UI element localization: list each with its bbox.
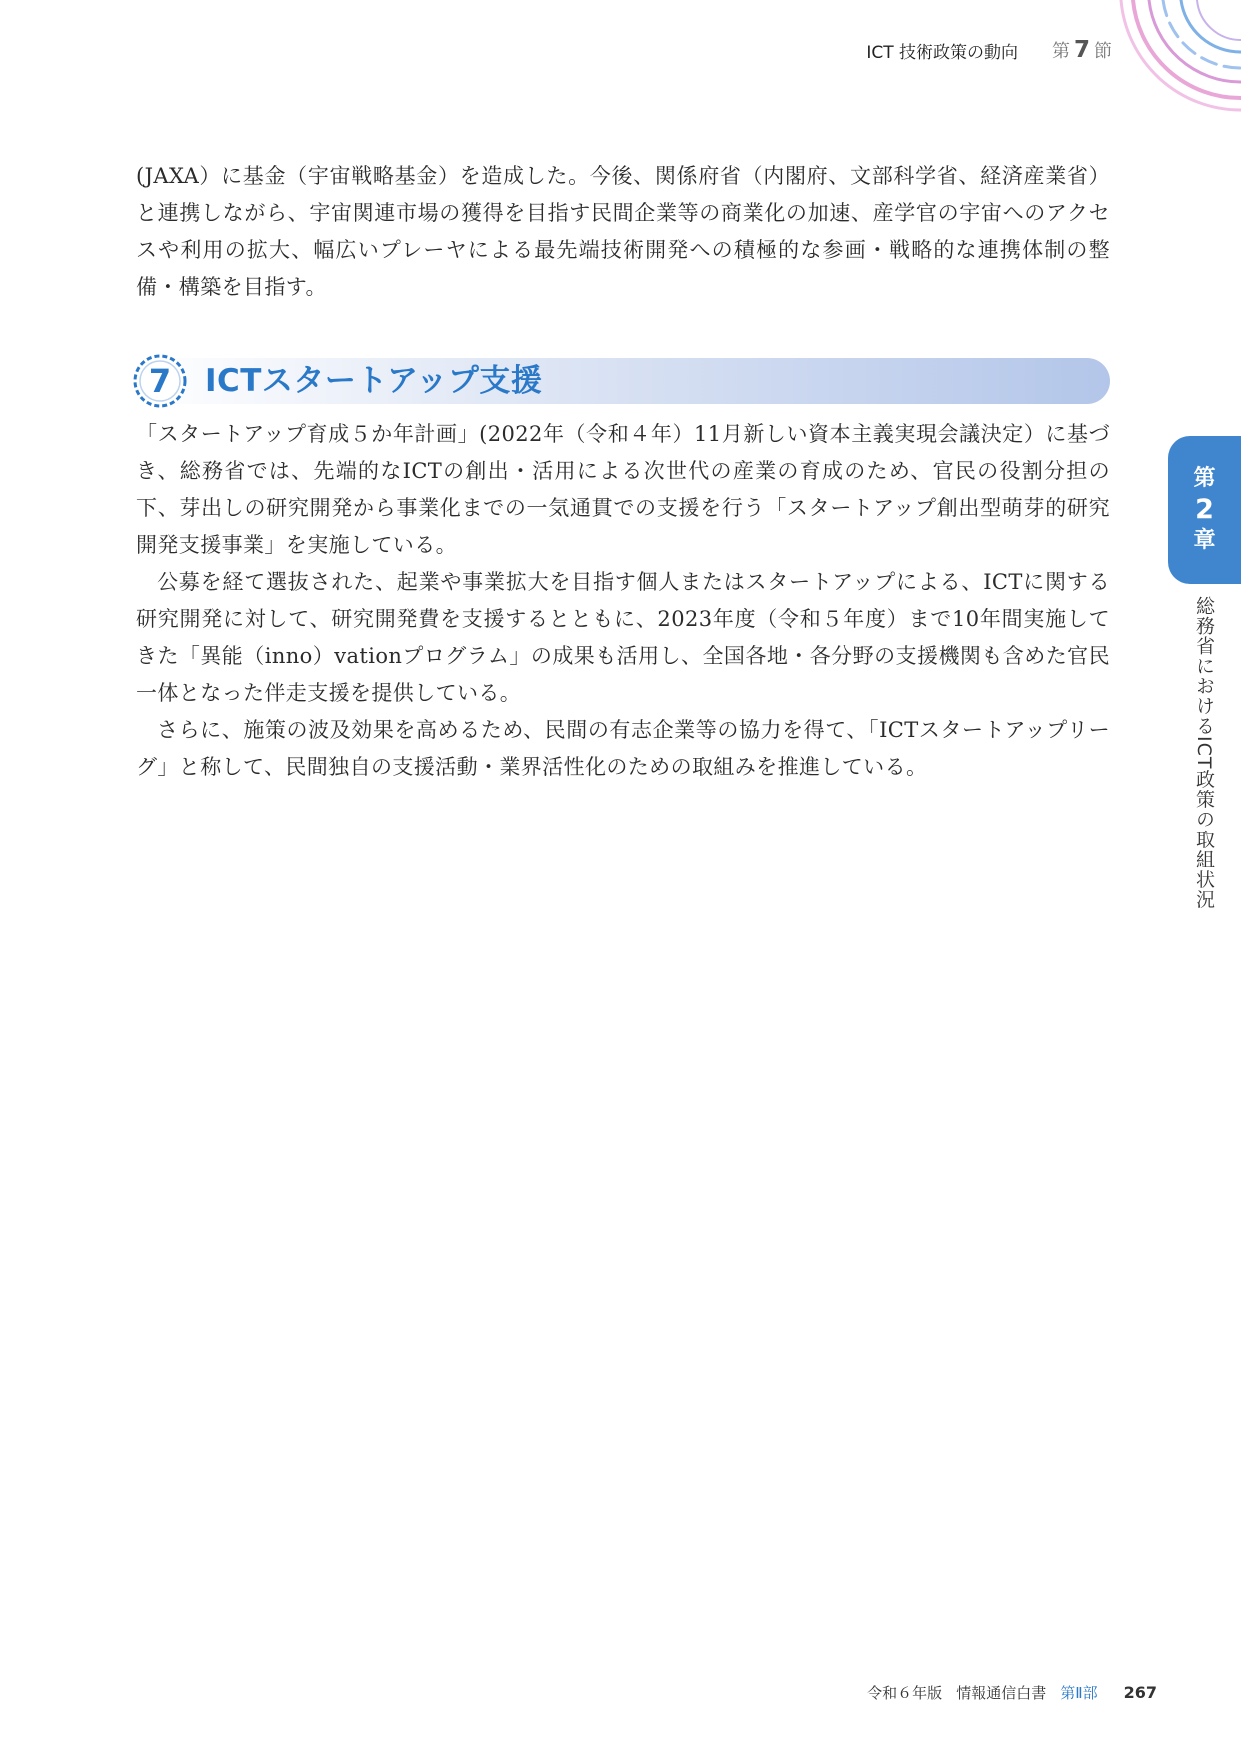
running-title: ICT 技術政策の動向 [866,42,1018,63]
chapter-number: 2 [1195,494,1214,525]
chapter-tab [1168,436,1241,584]
section-badge-number: 7 [148,362,172,400]
page-footer [867,1682,1157,1703]
body-paragraph: 公募を経て選抜された、起業や事業拡大を目指す個人またはスタートアップによる、ICTに関する研究開発に対して、研究開発費を支援するとともに、2023年度（令和５年度）まで10年間実施してきた「異能（inno）vationプログラム」の成果も活用し、全国各地・各分野の支援機関も含めた官民一体となった伴走支援を提供している。 [136,570,1110,705]
footer-part: 第Ⅱ部 [1060,1684,1098,1702]
chapter-prefix: 第 [1193,466,1216,491]
section-title: ICTスタートアップ支援 [205,363,543,399]
footer-edition: 令和６年版 [867,1684,943,1702]
chapter-suffix: 章 [1193,528,1216,553]
section-indicator [1052,37,1112,63]
section-prefix: 第 [1051,41,1070,62]
section-suffix: 節 [1094,41,1112,62]
chapter-vertical-label: 総務省におけるICT政策の取組状況 [1193,596,1215,910]
body-paragraph: 「スタートアップ育成５か年計画」(2022年（令和４年）11月新しい資本主義実現会議決定）に基づき、総務省では、先端的なICTの創出・活用による次世代の産業の育成のため、官民の役割分担の下、芽出しの研究開発から事業化までの一気通貫での支援を行う「スタートアップ創出型萌芽的研究開発支援事業」を実施している。 [136,422,1110,557]
footer-publication: 情報通信白書 [956,1684,1047,1702]
running-header [866,36,1112,64]
section-number: 7 [1073,37,1090,63]
corner-arc-decoration [1101,0,1241,112]
body-paragraph: さらに、施策の波及効果を高めるため、民間の有志企業等の協力を得て、「ICTスタートアップリーグ」と称して、民間独自の支援活動・業界活性化のための取組みを推進している。 [136,718,1110,779]
page-number: 267 [1123,1683,1157,1702]
body-paragraph-continued: (JAXA）に基金（宇宙戦略基金）を造成した。今後、関係府省（内閣府、文部科学省、経済産業省）と連携しながら、宇宙関連市場の獲得を目指す民間企業等の商業化の加速、産学官の宇宙へのアクセスや利用の拡大、幅広いプレーヤによる最先端技術開発への積極的な参画・戦略的な連携体制の整備・構築を目指す。 [136,164,1110,299]
